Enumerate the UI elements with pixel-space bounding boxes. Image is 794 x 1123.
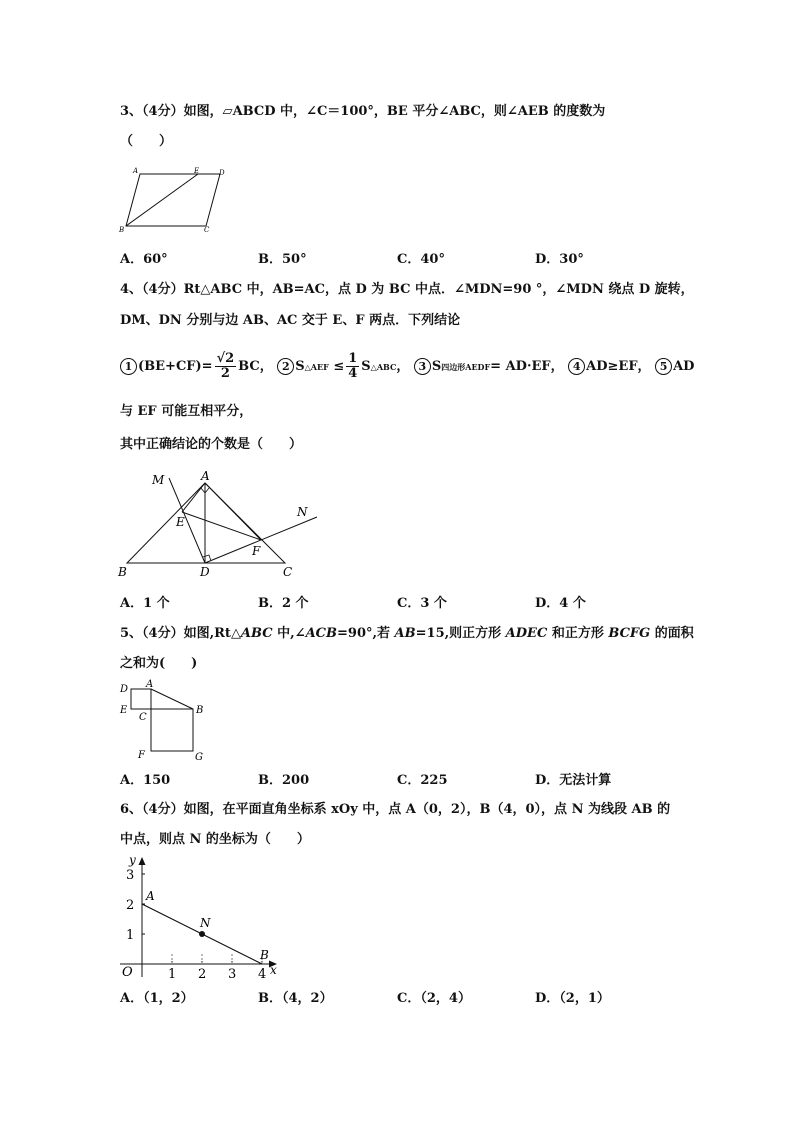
conclusion-5-text: AD	[673, 359, 695, 374]
x-tick-label: 3	[228, 967, 237, 982]
q6-option-c[interactable]: C．（2，4）	[397, 991, 471, 1006]
q6-stem-line1: 6、（4分）如图，在平面直角坐标系 xOy 中，点 A（0，2），B（4，0），点 N 为线段 AB 的	[120, 802, 671, 817]
label-a: A	[133, 167, 139, 175]
q4-stem-line3: 与 EF 可能互相平分，	[120, 404, 253, 419]
q5-stem-part: =15,则正方形	[415, 626, 506, 641]
label-b: B	[118, 565, 127, 579]
area-symbol: S	[295, 359, 305, 374]
point-label-a: A	[146, 889, 155, 903]
label-g: G	[195, 752, 203, 763]
q5-stem-part: 5、（4分）如图,Rt	[120, 626, 231, 641]
conclusion-3-rhs: = AD·EF，	[490, 359, 564, 374]
segment-be	[126, 174, 198, 226]
q4-option-b[interactable]: B．2 个	[258, 596, 309, 611]
q5-option-d[interactable]: D．无法计算	[535, 773, 612, 788]
label-f: F	[252, 544, 261, 558]
conclusion-2-marker: 2	[277, 358, 294, 375]
q3-stem: 3、（4分）如图，▱ABCD 中，∠C＝100°，BE 平分∠ABC，则∠AEB 的度数为	[120, 104, 606, 119]
label-b: B	[119, 226, 125, 234]
q3-paren: （ ）	[120, 134, 173, 149]
point-label-n: N	[200, 916, 211, 930]
fraction-numerator: √2	[216, 351, 235, 366]
q6-coordinate-figure	[112, 852, 282, 982]
q5-option-c[interactable]: C．225	[397, 773, 448, 788]
q5-option-b[interactable]: B．200	[258, 773, 310, 788]
y-tick-label: 3	[126, 868, 135, 883]
segment-ab	[151, 689, 193, 709]
conclusion-1-marker: 1	[120, 358, 137, 375]
q4-option-d[interactable]: D．4 个	[535, 596, 586, 611]
q4-stem-line2: DM、DN 分别与边 AB、AC 交于 E、F 两点．下列结论	[120, 313, 461, 328]
label-n: N	[297, 505, 308, 519]
q5-square-adec: ADEC	[505, 626, 548, 641]
ray-dm	[169, 478, 205, 563]
q5-square-bcfg: BCFG	[608, 626, 651, 641]
label-m: M	[152, 473, 165, 487]
label-e: E	[120, 705, 128, 716]
conclusion-5-marker: 5	[655, 358, 672, 375]
fraction-numerator: 1	[348, 351, 358, 366]
label-f: F	[138, 750, 145, 761]
q5-stem-part: =90°,若	[337, 626, 395, 641]
origin-label: O	[122, 965, 133, 980]
fraction-sqrt2-over-2	[215, 352, 237, 381]
conclusion-4-marker: 4	[568, 358, 585, 375]
q5-triangle-name: △ABC	[230, 626, 273, 641]
q4-stem-line4: 其中正确结论的个数是（ ）	[120, 437, 303, 452]
point-n-dot	[199, 931, 205, 937]
q5-stem-part: 中,	[272, 626, 295, 641]
conclusion-3-marker: 3	[414, 358, 431, 375]
plot-points	[145, 889, 269, 962]
conclusion-2-end: ，	[396, 359, 410, 374]
area-symbol: S	[431, 359, 442, 374]
label-c: C	[139, 712, 147, 723]
q3-option-d[interactable]: D．30°	[535, 252, 584, 267]
y-tick-label: 2	[126, 898, 135, 913]
fraction-one-quarter	[346, 352, 359, 381]
q5-squares-figure	[116, 678, 212, 764]
q6-stem-line2: 中点，则点 N 的坐标为（ ）	[120, 832, 310, 847]
q6-option-d[interactable]: D．（2，1）	[535, 991, 610, 1006]
q5-segment-ab: AB	[394, 626, 416, 641]
q5-stem-part: 的面积	[650, 626, 694, 641]
x-axis-label: x	[270, 963, 277, 977]
q4-triangle-figure	[115, 470, 325, 582]
q5-angle-name: ∠ACB	[294, 626, 337, 641]
q4-option-c[interactable]: C．3 个	[397, 596, 447, 611]
point-label-b: B	[260, 948, 269, 962]
label-d: D	[120, 684, 129, 695]
y-tick-label: 1	[126, 928, 135, 943]
square-bcfg	[151, 709, 193, 751]
label-b: B	[196, 705, 204, 716]
triangle-abc	[127, 483, 285, 563]
q6-option-b[interactable]: B．（4，2）	[258, 991, 333, 1006]
q3-option-a[interactable]: A．60°	[120, 252, 168, 267]
q5-option-a[interactable]: A．150	[120, 773, 171, 788]
q5-stem-line1	[120, 624, 694, 644]
area-symbol: S	[361, 359, 371, 374]
q4-option-a[interactable]: A．1 个	[120, 596, 170, 611]
label-d: D	[200, 565, 210, 579]
le-symbol: ≤	[333, 359, 345, 374]
q5-stem-part: 和正方形	[547, 626, 609, 641]
q4-conclusions	[120, 350, 694, 384]
label-c: C	[283, 565, 293, 579]
x-tick-label: 1	[168, 967, 177, 982]
label-c: C	[204, 226, 210, 234]
x-tick-label: 2	[198, 967, 207, 982]
label-d: D	[219, 169, 225, 177]
fraction-denominator: 2	[220, 366, 230, 381]
x-tick-label: 4	[258, 967, 267, 982]
segment-af	[205, 483, 261, 540]
fraction-denominator: 4	[348, 366, 358, 381]
label-a: A	[201, 469, 210, 483]
parallelogram-abcd	[126, 174, 220, 226]
q3-parallelogram-figure	[118, 164, 233, 236]
q6-option-a[interactable]: A．（1，2）	[120, 991, 194, 1006]
q3-option-b[interactable]: B．50°	[258, 252, 307, 267]
conclusion-1-rhs: BC，	[238, 359, 273, 374]
label-e: E	[194, 167, 200, 175]
axis-ticks	[126, 868, 266, 982]
conclusion-4-text: AD≥EF，	[586, 359, 651, 374]
subscript-abc: △ABC	[370, 362, 397, 372]
conclusion-1-lhs: (BE+CF)=	[138, 359, 213, 374]
q3-option-c[interactable]: C．40°	[397, 252, 445, 267]
y-axis-arrow	[139, 857, 146, 865]
square-adec	[131, 689, 151, 709]
q4-stem-line1: 4、（4分）Rt△ABC 中，AB=AC，点 D 为 BC 中点．∠MDN=90 °，∠MDN 绕点 D 旋转，	[120, 282, 694, 297]
subscript-aef: △AEF	[304, 362, 329, 372]
q5-stem-line2: 之和为( )	[120, 656, 198, 671]
subscript-quadrilateral: 四边形AEDF	[441, 362, 491, 372]
y-axis-label: y	[129, 853, 136, 867]
segment-ae	[182, 483, 205, 512]
label-e: E	[176, 515, 185, 529]
label-a: A	[146, 679, 154, 690]
